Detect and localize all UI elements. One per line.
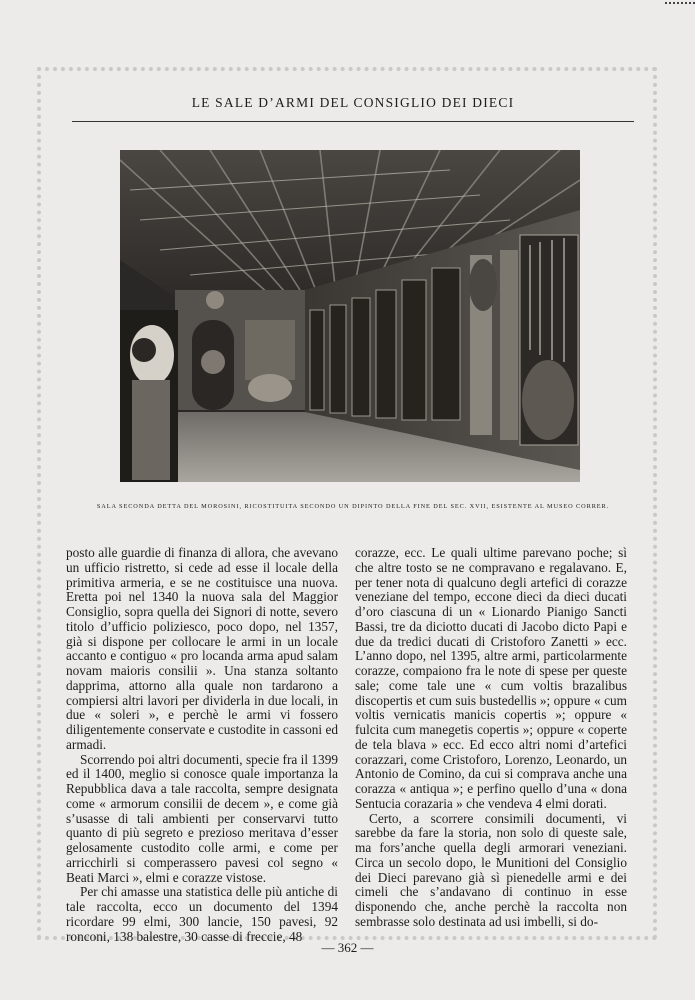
text-column-right <box>355 546 627 930</box>
paragraph: Certo, a scorrere consimili documenti, vi sarebbe da fare la storia, non solo di queste sale, ma fors’anche quella degli armorari veneziani. Circa un secolo dopo, le Munitioni del Consiglio dei Dieci parevano già sì pienedelle armi e dei cimeli che s’andavano di continuo in esse disponendo che, anche perchè la raccolta non sembrasse solo destinata ad usi imbelli, si do- <box>355 810 627 929</box>
page-number: — 362 — <box>321 940 374 955</box>
corner-mark <box>665 2 695 8</box>
armory-hall-photo <box>120 150 580 482</box>
head-rule <box>72 121 634 122</box>
running-head: LE SALE D’ARMI DEL CONSIGLIO DEI DIECI <box>191 95 515 110</box>
paragraph: Per chi amasse una statistica delle più antiche di tale raccolta, ecco un documento del 1394 ricordare 99 elmi, 300 lancie, 150 pavesi, 92 ronconi, 138 balestre, 30 casse di freccie, 48 <box>66 884 338 944</box>
photo-caption: SALA SECONDA DETTA DEL MOROSINI, RICOSTITUITA SECONDO UN DIPINTO DELLA FINE DEL SEC. XVII, ESISTENTE AL MUSEO CORRER. <box>96 503 610 510</box>
paragraph: posto alle guardie di finanza di allora, che avevano un ufficio ristretto, si cede ad esse il locale della primitiva armeria, e se ne costituisce una nuova. Eretta poi nel 1340 la nuova sala del Maggior Consiglio, sopra quella dei Signori di notte, severo titolo d’ufficio poliziesco, poco dopo, nel 1357, già si dispone per collocare le armi in un locale accanto e contiguo « pro locanda arma apud salam novam maioris consilii ». Una stanza soltanto dapprima, attorno alla quale non tardarono a compiersi altri lavori per dividerla in due locali, in due « soleri », e perchè le armi vi fossero diligentemente conservate e custodite in cassoni ed armadi. <box>66 545 338 752</box>
text-column-left <box>66 546 338 944</box>
paragraph: corazze, ecc. Le quali ultime parevano poche; sì che altre tosto se ne compravano e regalavano. E, per tener nota di qualcuno degli artefici di corazze veneziane del tempo, eccone dieci da dieci ducati d’oro ciascuna di un « Lionardo Pianigo Sancti Bassi, tre da diciotto ducati di Jacobo dicto Papi e due da tredici ducati di Cristoforo Zanetti » ecc. L’anno dopo, nel 1395, altre armi, particolarmente corazze, compaiono fra le note di spese per queste sale; come tale une « cum voltis brazalibus discopertis et cum suis bustedellis »; oppure « cum voltis vernicatis manicis copertis »; oppure « fulcita cum manegetis copertis »; oppure « coperte de tela blava » ecc. Ed ecco altri nomi d’artefici corazzari, come Cristoforo, Lorenzo, Leonardo, un Antonio de Comino, da cui si comprava anche una corazza « antiqua »; e perfino quello d’una « dona Sentucia corazaria » che vendeva 4 elmi dorati. <box>355 545 627 811</box>
paragraph: Scorrendo poi altri documenti, specie fra il 1399 ed il 1400, meglio si conosce quale importanza la Repubblica dava a tale raccolta, sempre designata come « armorum consilii de decem », e come già s’usasse di tali ambienti per conservarvi tutto quanto di più segreto e prezioso meritava d’esser gelosamente custodito colle armi, e come per arricchirli si comperassero pavesi col segno « Beati Marci », elmi e corazze vistose. <box>66 751 338 885</box>
